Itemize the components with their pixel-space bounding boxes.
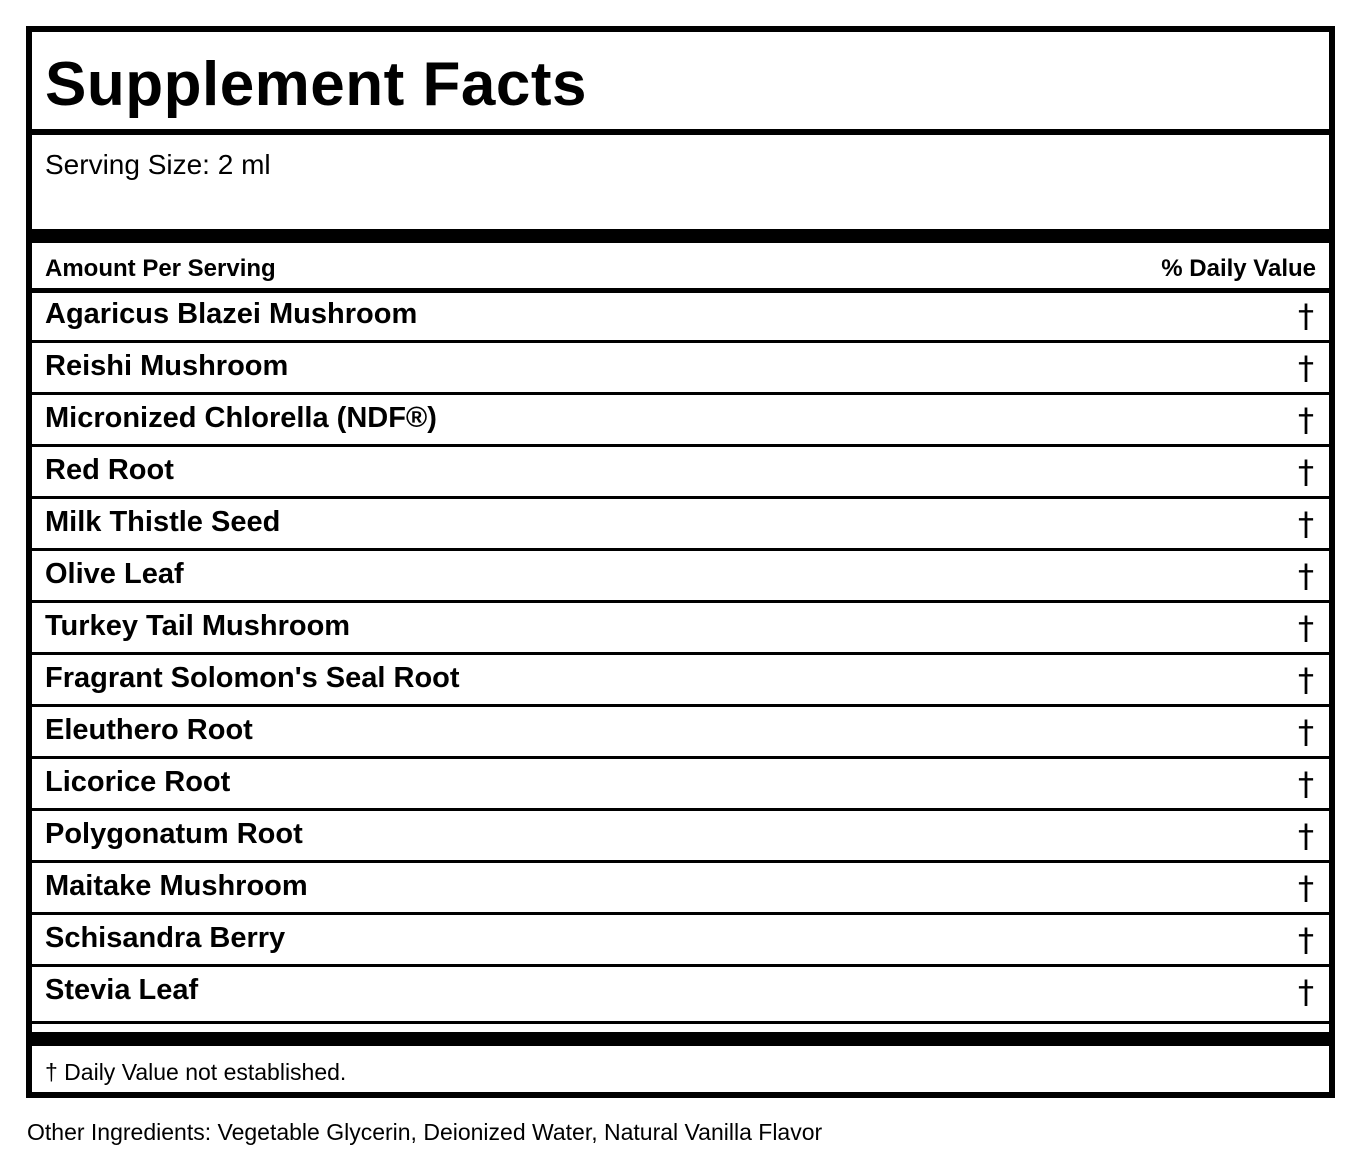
ingredient-row: [32, 343, 1329, 395]
ingredient-name: Turkey Tail Mushroom: [45, 610, 351, 642]
ingredient-row: [32, 395, 1329, 447]
ingredient-row: [32, 967, 1329, 1019]
ingredient-row: [32, 447, 1329, 499]
dagger-daily-value: †: [1298, 609, 1314, 647]
ingredient-row: [32, 811, 1329, 863]
dagger-daily-value: †: [1298, 505, 1314, 543]
dagger-daily-value: †: [1298, 349, 1314, 387]
ingredient-name: Licorice Root: [45, 766, 231, 798]
ingredient-row: [32, 707, 1329, 759]
serving-size: Serving Size: 2 ml: [45, 149, 271, 180]
dagger-daily-value: †: [1298, 557, 1314, 595]
panel-title: Supplement Facts: [45, 50, 587, 119]
ingredient-name: Red Root: [45, 454, 174, 486]
ingredient-row: [32, 915, 1329, 967]
ingredient-name: Fragrant Solomon's Seal Root: [45, 662, 460, 694]
ingredient-name: Reishi Mushroom: [45, 350, 289, 382]
title-divider: [32, 129, 1329, 135]
dagger-daily-value: †: [1298, 453, 1314, 491]
dagger-daily-value: †: [1298, 297, 1314, 335]
ingredient-row: [32, 759, 1329, 811]
ingredient-name: Schisandra Berry: [45, 922, 286, 954]
amount-per-serving-header: Amount Per Serving: [45, 255, 276, 282]
dagger-daily-value: †: [1298, 765, 1314, 803]
ingredient-row: [32, 863, 1329, 915]
list-end-divider: [32, 1021, 1329, 1024]
ingredient-row: [32, 551, 1329, 603]
dagger-daily-value: †: [1298, 973, 1314, 1011]
ingredient-name: Stevia Leaf: [45, 974, 199, 1006]
ingredient-name: Maitake Mushroom: [45, 870, 308, 902]
dagger-daily-value: †: [1298, 921, 1314, 959]
dagger-daily-value: †: [1298, 661, 1314, 699]
thick-divider-top: [32, 229, 1329, 243]
ingredient-name: Olive Leaf: [45, 558, 184, 590]
dagger-daily-value: †: [1298, 713, 1314, 751]
dagger-daily-value: †: [1298, 401, 1314, 439]
thick-divider-bottom: [32, 1032, 1329, 1046]
dagger-daily-value: †: [1298, 817, 1314, 855]
ingredient-name: Eleuthero Root: [45, 714, 253, 746]
dagger-daily-value: †: [1298, 869, 1314, 907]
ingredient-name: Polygonatum Root: [45, 818, 303, 850]
ingredient-row: [32, 291, 1329, 343]
ingredient-name: Micronized Chlorella (NDF®): [45, 402, 437, 434]
daily-value-header: % Daily Value: [1161, 255, 1316, 282]
ingredient-row: [32, 499, 1329, 551]
ingredient-row: [32, 603, 1329, 655]
ingredient-row: [32, 655, 1329, 707]
supplement-facts-panel: [26, 26, 1335, 1098]
ingredient-name: Agaricus Blazei Mushroom: [45, 298, 418, 330]
other-ingredients: Other Ingredients: Vegetable Glycerin, Deionized Water, Natural Vanilla Flavor: [27, 1119, 823, 1145]
ingredient-name: Milk Thistle Seed: [45, 506, 281, 538]
footnote: † Daily Value not established.: [45, 1059, 347, 1085]
